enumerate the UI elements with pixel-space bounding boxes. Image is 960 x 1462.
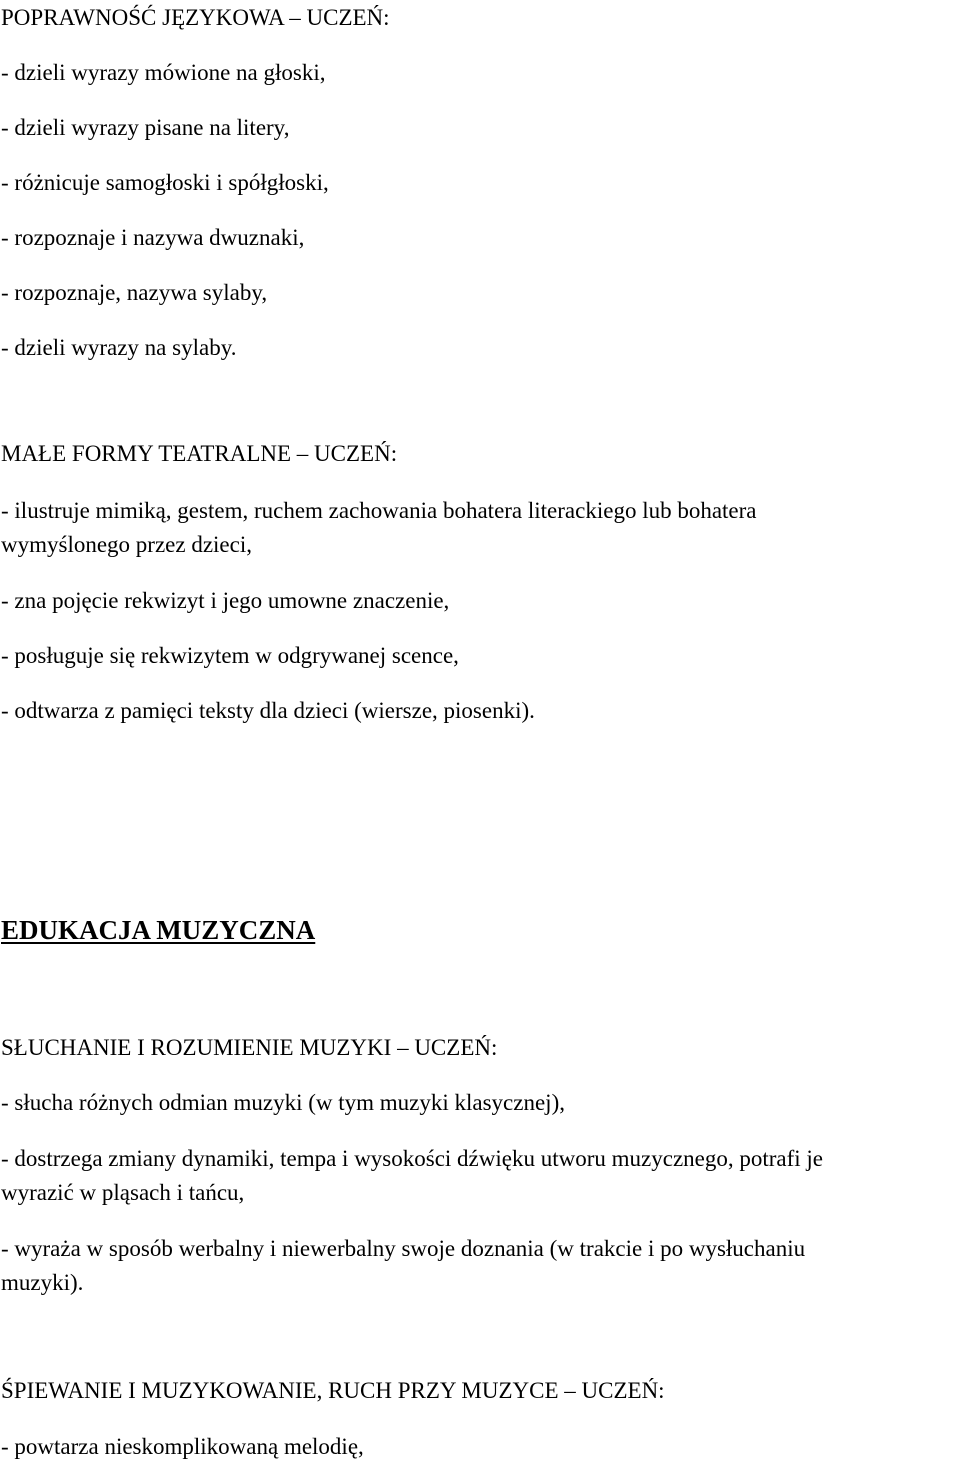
list-item: - posługuje się rekwizytem w odgrywanej scence, — [1, 643, 459, 668]
list-item-continuation: muzyki). — [1, 1270, 84, 1295]
list-item: - ilustruje mimiką, gestem, ruchem zachowania bohatera literackiego lub bohatera — [1, 498, 757, 523]
heading-poprawnosc-jezykowa: POPRAWNOŚĆ JĘZYKOWA – UCZEŃ: — [1, 5, 390, 30]
list-item: - dzieli wyrazy na sylaby. — [1, 335, 237, 360]
heading-sluchanie-i-rozumienie: SŁUCHANIE I ROZUMIENIE MUZYKI – UCZEŃ: — [1, 1035, 498, 1060]
list-item-continuation: wyrazić w pląsach i tańcu, — [1, 1180, 245, 1205]
list-item: - słucha różnych odmian muzyki (w tym muzyki klasycznej), — [1, 1090, 565, 1115]
list-item: - rozpoznaje i nazywa dwuznaki, — [1, 225, 305, 250]
heading-male-formy-teatralne: MAŁE FORMY TEATRALNE – UCZEŃ: — [1, 441, 398, 466]
list-item: - dzieli wyrazy pisane na litery, — [1, 115, 290, 140]
list-item: - rozpoznaje, nazywa sylaby, — [1, 280, 268, 305]
list-item-continuation: wymyślonego przez dzieci, — [1, 532, 252, 557]
heading-spiewanie-i-muzykowanie: ŚPIEWANIE I MUZYKOWANIE, RUCH PRZY MUZYCE – UCZEŃ: — [1, 1378, 665, 1403]
list-item: - dzieli wyrazy mówione na głoski, — [1, 60, 326, 85]
list-item: - różnicuje samogłoski i spółgłoski, — [1, 170, 329, 195]
list-item: - wyraża w sposób werbalny i niewerbalny swoje doznania (w trakcie i po wysłuchaniu — [1, 1236, 806, 1261]
section-title-edukacja-muzyczna: EDUKACJA MUZYCZNA — [1, 915, 316, 945]
list-item: - powtarza nieskomplikowaną melodię, — [1, 1434, 364, 1459]
list-item: - odtwarza z pamięci teksty dla dzieci (wiersze, piosenki). — [1, 698, 535, 723]
list-item: - dostrzega zmiany dynamiki, tempa i wysokości dźwięku utworu muzycznego, potrafi je — [1, 1146, 824, 1171]
list-item: - zna pojęcie rekwizyt i jego umowne znaczenie, — [1, 588, 450, 613]
